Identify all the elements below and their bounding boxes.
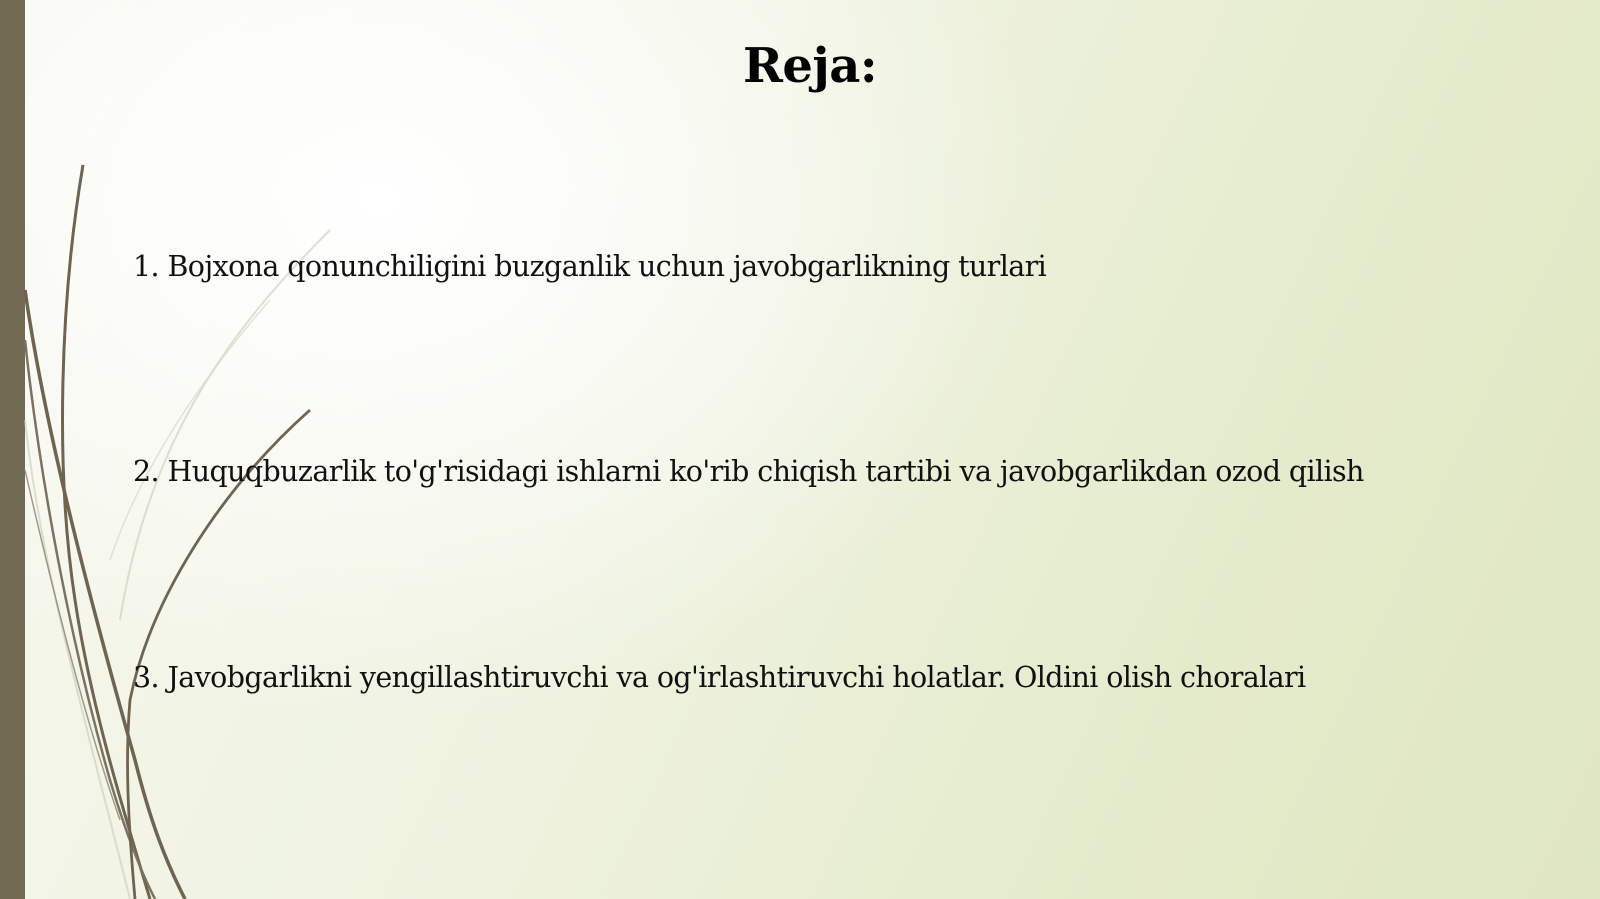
grass-blades-decoration-icon bbox=[0, 0, 400, 899]
plan-item-3: 3. Javobgarlikni yengillashtiruvchi va og'irlashtiruvchi holatlar. Oldini olish choralari bbox=[133, 661, 1306, 694]
plan-item-1: 1. Bojxona qonunchiligini buzganlik uchun javobgarlikning turlari bbox=[133, 250, 1047, 283]
slide-title: Reja: bbox=[742, 38, 878, 94]
plan-item-2: 2. Huquqbuzarlik to'g'risidagi ishlarni ko'rib chiqish tartibi va javobgarlikdan ozod qilish bbox=[133, 455, 1364, 488]
